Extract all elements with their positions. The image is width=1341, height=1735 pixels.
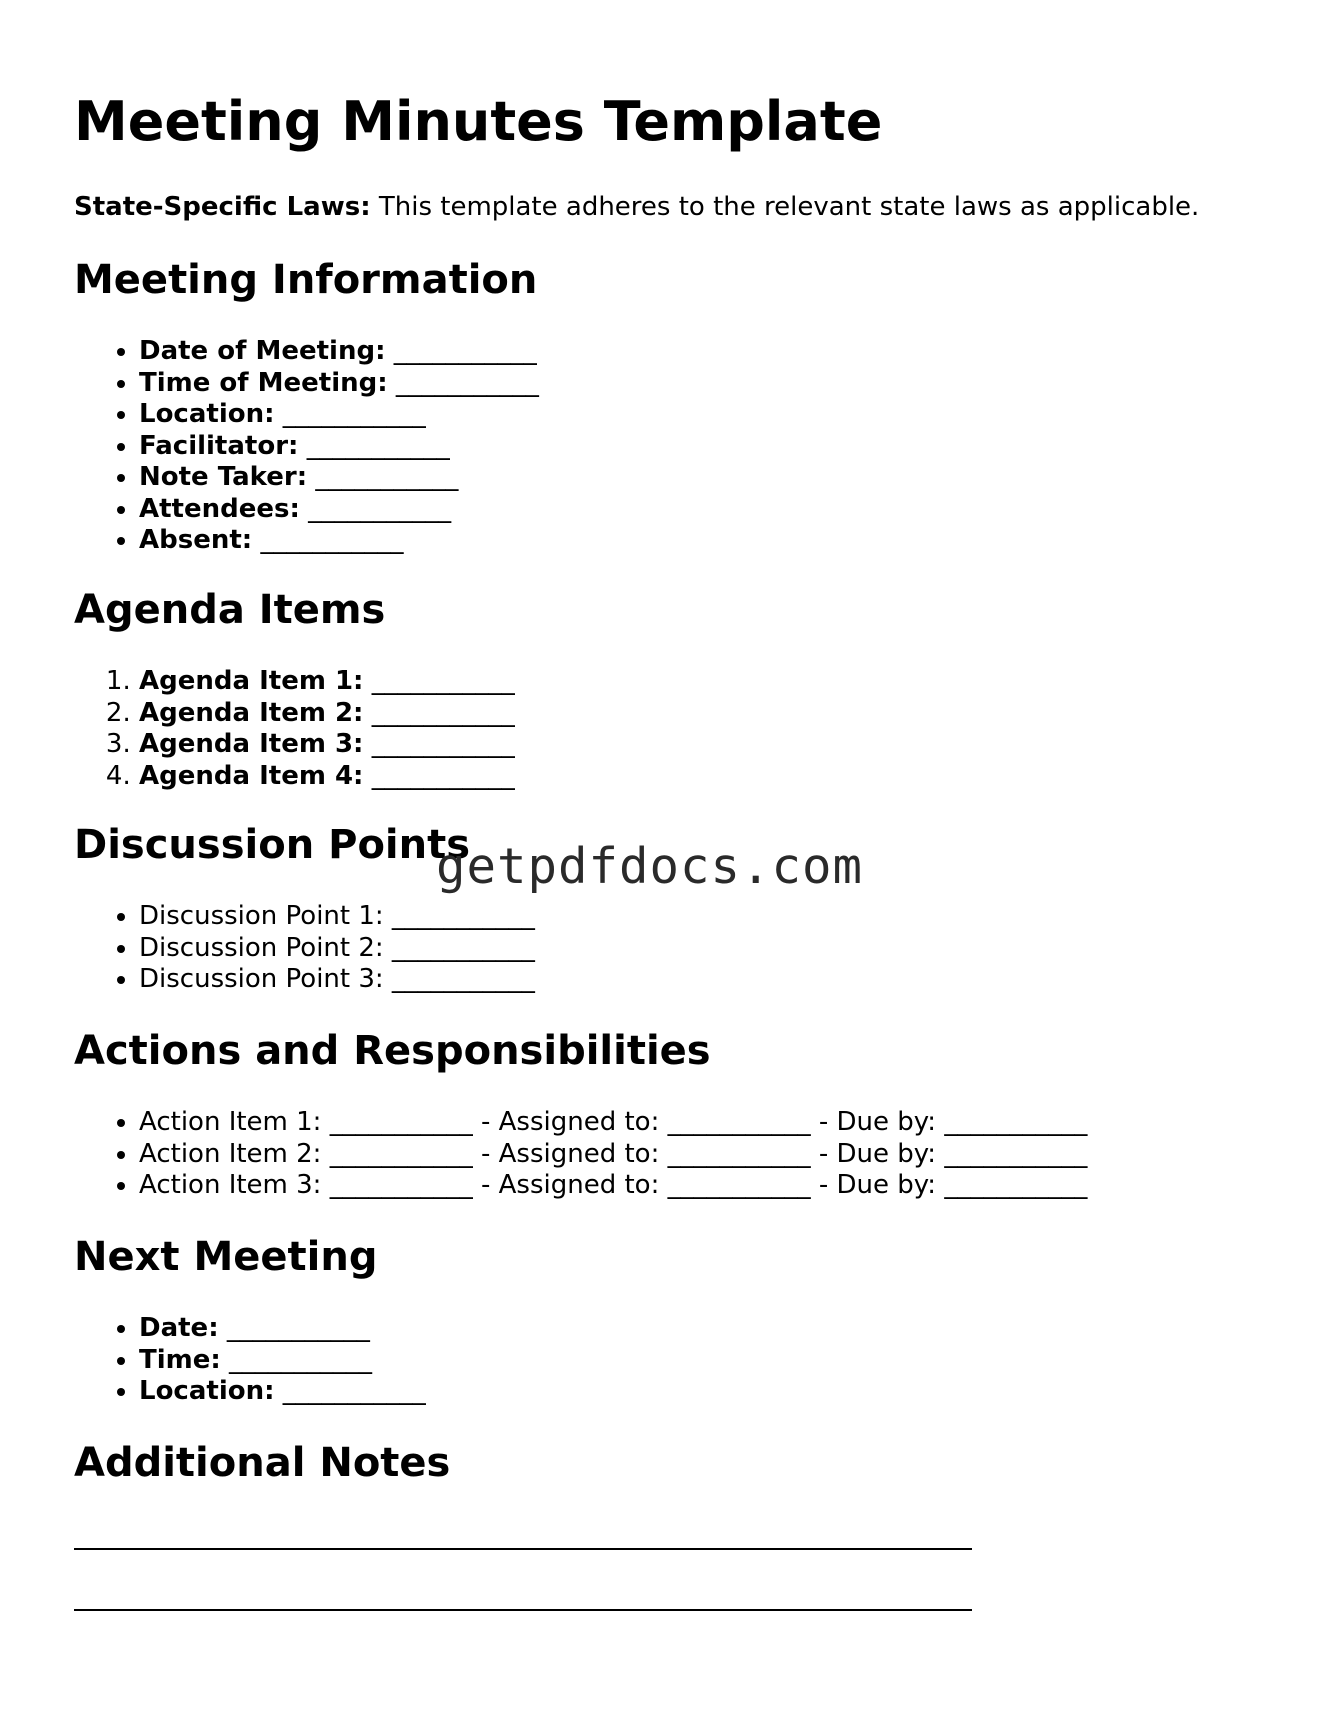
action-item	[139, 1107, 1087, 1139]
field-label: Location:	[139, 1376, 275, 1406]
field-blank[interactable]: ___________	[393, 336, 537, 366]
field-label: Time:	[139, 1344, 221, 1375]
field-label: Discussion Point 2:	[139, 932, 384, 963]
field-blank[interactable]: ___________	[391, 932, 535, 963]
field-label: Agenda Item 2:	[139, 697, 364, 728]
meeting-info-item	[139, 494, 539, 526]
field-label: Agenda Item 1:	[139, 666, 364, 696]
field-label: Action Item 1:	[139, 1107, 322, 1137]
field-label: Time of Meeting:	[139, 367, 388, 398]
field-blank[interactable]: ___________	[282, 399, 426, 429]
next-meeting-item	[139, 1376, 426, 1408]
assigned-label: - Assigned to:	[480, 1170, 660, 1200]
field-label: Note Taker:	[139, 462, 308, 492]
field-label: Action Item 3:	[139, 1170, 322, 1200]
field-blank[interactable]: ___________	[371, 760, 515, 791]
actions-heading: Actions and Responsibilities	[74, 1028, 711, 1074]
next-meeting-item	[139, 1313, 426, 1345]
field-label: Facilitator:	[139, 430, 299, 461]
discussion-item	[139, 933, 535, 965]
due-blank[interactable]: ___________	[944, 1107, 1088, 1137]
meeting-info-list	[74, 336, 539, 557]
action-item	[139, 1170, 1087, 1202]
field-blank[interactable]: ___________	[371, 729, 515, 759]
due-label: - Due by:	[818, 1138, 937, 1169]
agenda-item	[139, 729, 515, 761]
field-blank[interactable]: ___________	[395, 367, 539, 398]
field-blank[interactable]: ___________	[329, 1170, 473, 1200]
discussion-list	[74, 901, 535, 996]
field-label: Attendees:	[139, 493, 300, 524]
field-blank[interactable]: ___________	[306, 430, 450, 461]
due-blank[interactable]: ___________	[944, 1138, 1088, 1169]
state-law-text: This template adheres to the relevant state laws as applicable.	[378, 192, 1200, 222]
due-label: - Due by:	[818, 1107, 937, 1137]
state-law-statement	[74, 192, 1199, 222]
field-label: Date of Meeting:	[139, 336, 386, 366]
next-meeting-list	[74, 1313, 426, 1408]
next-meeting-heading: Next Meeting	[74, 1234, 378, 1280]
meeting-info-item	[139, 525, 539, 557]
watermark-text: getpdfdocs.com	[436, 838, 864, 895]
actions-list	[74, 1107, 1087, 1202]
field-blank[interactable]: ___________	[329, 1107, 473, 1137]
agenda-list	[74, 666, 515, 792]
next-meeting-item	[139, 1345, 426, 1377]
meeting-info-item	[139, 399, 539, 431]
action-item	[139, 1139, 1087, 1171]
discussion-item	[139, 964, 535, 996]
meeting-info-item	[139, 336, 539, 368]
field-label: Agenda Item 4:	[139, 760, 364, 791]
field-blank[interactable]: ___________	[329, 1138, 473, 1169]
field-blank[interactable]: ___________	[371, 666, 515, 696]
state-law-label: State-Specific Laws:	[74, 192, 371, 222]
agenda-item	[139, 761, 515, 793]
field-blank[interactable]: ___________	[308, 493, 452, 524]
meeting-info-item	[139, 431, 539, 463]
assigned-blank[interactable]: ___________	[667, 1138, 811, 1169]
assigned-blank[interactable]: ___________	[667, 1170, 811, 1200]
field-blank[interactable]: ___________	[391, 964, 535, 994]
due-blank[interactable]: ___________	[944, 1170, 1088, 1200]
notes-line-1[interactable]	[74, 1548, 972, 1550]
notes-line-2[interactable]	[74, 1609, 972, 1611]
agenda-item	[139, 698, 515, 730]
field-label: Location:	[139, 399, 275, 429]
page-title: Meeting Minutes Template	[74, 90, 883, 153]
agenda-item	[139, 666, 515, 698]
field-blank[interactable]: ___________	[371, 697, 515, 728]
field-blank[interactable]: ___________	[315, 462, 459, 492]
field-blank[interactable]: ___________	[260, 525, 404, 555]
due-label: - Due by:	[818, 1170, 937, 1200]
field-label: Action Item 2:	[139, 1138, 322, 1169]
assigned-blank[interactable]: ___________	[667, 1107, 811, 1137]
field-blank[interactable]: ___________	[226, 1313, 370, 1343]
assigned-label: - Assigned to:	[480, 1107, 660, 1137]
meeting-info-item	[139, 368, 539, 400]
field-blank[interactable]: ___________	[391, 901, 535, 931]
meeting-info-heading: Meeting Information	[74, 257, 538, 303]
field-label: Date:	[139, 1313, 219, 1343]
assigned-label: - Assigned to:	[480, 1138, 660, 1169]
field-blank[interactable]: ___________	[229, 1344, 373, 1375]
meeting-info-item	[139, 462, 539, 494]
field-label: Discussion Point 1:	[139, 901, 384, 931]
notes-heading: Additional Notes	[74, 1440, 451, 1486]
field-label: Discussion Point 3:	[139, 964, 384, 994]
field-label: Absent:	[139, 525, 253, 555]
field-blank[interactable]: ___________	[282, 1376, 426, 1406]
discussion-heading: Discussion Points	[74, 822, 471, 868]
agenda-heading: Agenda Items	[74, 587, 386, 633]
discussion-item	[139, 901, 535, 933]
field-label: Agenda Item 3:	[139, 729, 364, 759]
